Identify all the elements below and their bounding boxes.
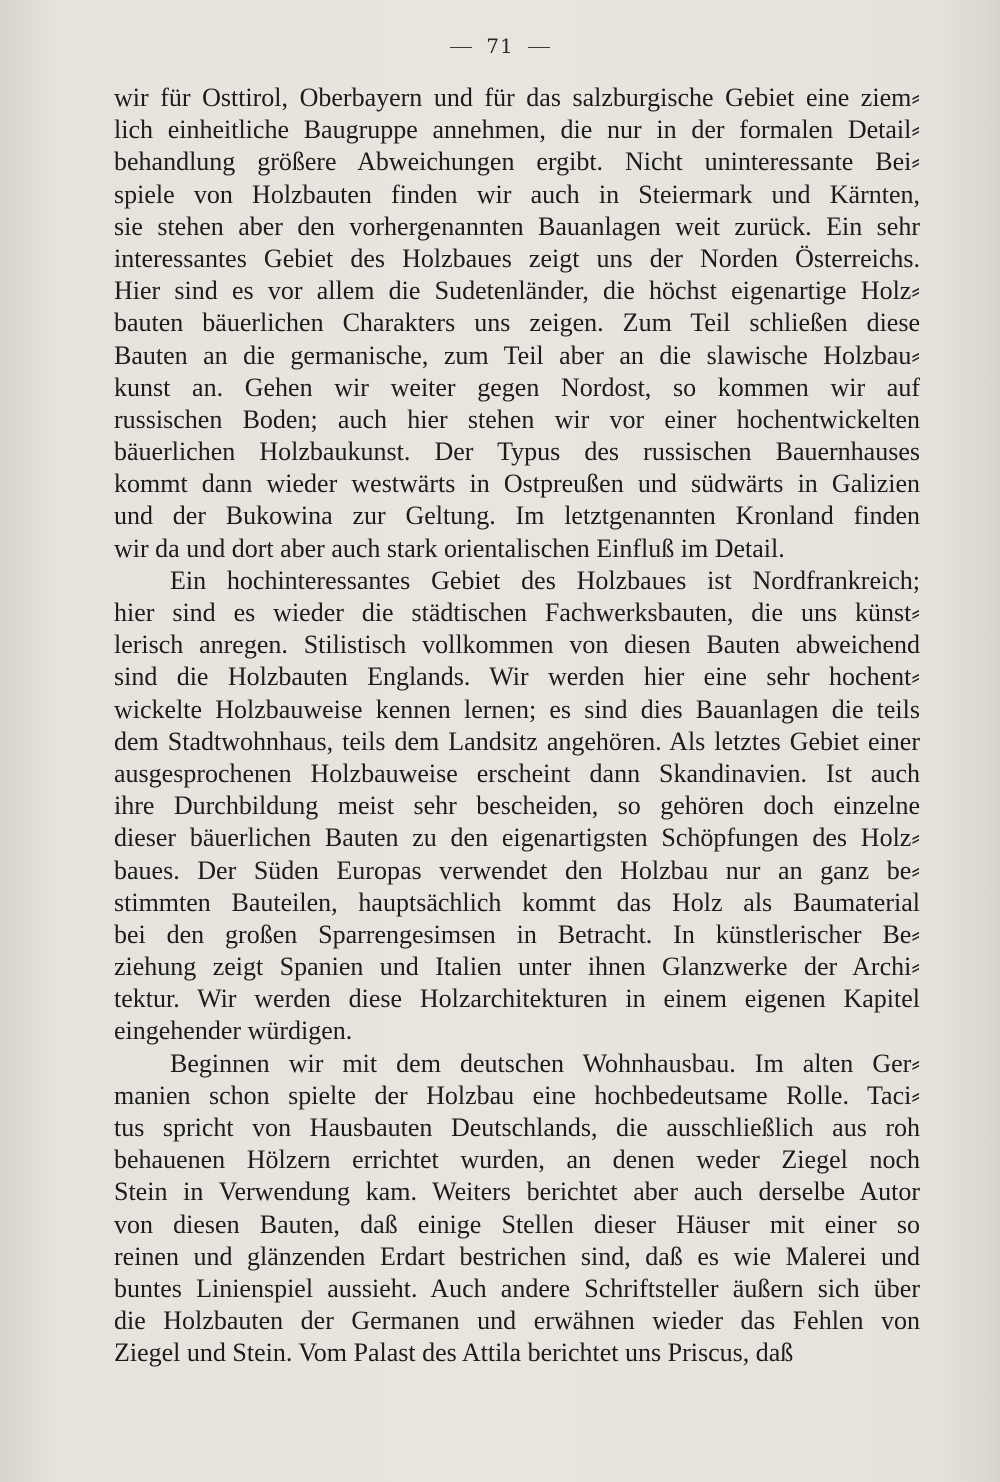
page-number: 71 [486, 34, 514, 58]
text-line: hier sind es wieder die städtischen Fachwerksbauten, die uns künst⸗ [114, 598, 920, 627]
text-line: bauten bäuerlichen Charakters uns zeigen. Zum Teil schließen diese [114, 308, 920, 338]
body-text [114, 82, 920, 1370]
text-line: dem Stadtwohnhaus, teils dem Landsitz angehören. Als letztes Gebiet einer [114, 726, 920, 756]
page-header [0, 34, 1000, 58]
text-line: behandlung größere Abweichungen ergibt. Nicht uninteressante Bei⸗ [114, 147, 920, 177]
text-line: wickelte Holzbauweise kennen lernen; es sind dies Bauanlagen die teils [114, 694, 920, 724]
text-line: bei den großen Sparrengesimsen in Betracht. In künstlerischer Be⸗ [114, 919, 920, 949]
text-line: manien schon spielte der Holzbau eine hochbedeutsame Rolle. Taci⸗ [114, 1080, 920, 1110]
text-line: spiele von Holzbauten finden wir auch in Steiermark und Kärnten, [114, 179, 920, 209]
text-line: tektur. Wir werden diese Holzarchitekturen in einem eigenen Kapitel [114, 984, 920, 1014]
text-line: ihre Durchbildung meist sehr bescheiden, so gehören doch einzelne [114, 791, 920, 821]
text-line: ausgesprochenen Holzbauweise erscheint dann Skandinavien. Ist auch [114, 758, 920, 788]
text-line: buntes Linienspiel aussieht. Auch andere Schriftsteller äußern sich über [114, 1273, 920, 1303]
paragraph [114, 565, 920, 1048]
text-line: lich einheitliche Baugruppe annehmen, die nur in der formalen Detail⸗ [114, 115, 920, 145]
text-line: interessantes Gebiet des Holzbaues zeigt uns der Norden Österreichs. [114, 243, 920, 273]
header-dash-right [528, 47, 550, 48]
text-line: von diesen Bauten, daß einige Stellen dieser Häuser mit einer so [114, 1209, 920, 1239]
text-line: wir für Osttirol, Oberbayern und für das salzburgische Gebiet eine ziem⸗ [114, 83, 920, 112]
text-line: Ein hochinteressantes Gebiet des Holzbaues ist Nordfrankreich; [170, 565, 920, 595]
text-line: tus spricht von Hausbauten Deutschlands, die ausschließlich aus roh [114, 1113, 920, 1142]
text-line: reinen und glänzenden Erdart bestrichen sind, daß es wie Malerei und [114, 1241, 920, 1271]
text-line: baues. Der Süden Europas verwendet den Holzbau nur an ganz be⸗ [114, 855, 920, 885]
text-line: sind die Holzbauten Englands. Wir werden hier eine sehr hochent⸗ [114, 662, 920, 692]
text-line: Bauten an die germanische, zum Teil aber an die slawische Holzbau⸗ [114, 340, 920, 370]
text-line: stimmten Bauteilen, hauptsächlich kommt das Holz als Baumaterial [114, 887, 920, 917]
text-line: ziehung zeigt Spanien und Italien unter ihnen Glanzwerke der Archi⸗ [114, 952, 920, 982]
text-line: kunst an. Gehen wir weiter gegen Nordost, so kommen wir auf [114, 372, 920, 402]
text-line: Beginnen wir mit dem deutschen Wohnhausbau. Im alten Ger⸗ [170, 1048, 920, 1078]
text-line: Hier sind es vor allem die Sudetenländer, die höchst eigenartige Holz⸗ [114, 276, 920, 306]
text-line: die Holzbauten der Germanen und erwähnen wieder das Fehlen von [114, 1306, 920, 1336]
text-line: kommt dann wieder westwärts in Ostpreußen und südwärts in Galizien [114, 469, 920, 499]
text-line: lerisch anregen. Stilistisch vollkommen von diesen Bauten abweichend [114, 630, 920, 660]
text-line: sie stehen aber den vorhergenannten Bauanlagen weit zurück. Ein sehr [114, 211, 920, 241]
text-line: Stein in Verwendung kam. Weiters berichtet aber auch derselbe Autor [114, 1177, 920, 1207]
text-line: wir da und dort aber auch stark orientalischen Einfluß im Detail. [114, 533, 785, 563]
text-line: russischen Boden; auch hier stehen wir vor einer hochentwickelten [114, 404, 920, 434]
text-line: dieser bäuerlichen Bauten zu den eigenartigsten Schöpfungen des Holz⸗ [114, 823, 920, 853]
text-line: behauenen Hölzern errichtet wurden, an denen weder Ziegel noch [114, 1145, 920, 1175]
paragraph [114, 1048, 920, 1370]
text-line: bäuerlichen Holzbaukunst. Der Typus des russischen Bauernhauses [114, 437, 920, 467]
text-line: Ziegel und Stein. Vom Palast des Attila berichtet uns Priscus, daß [114, 1338, 794, 1368]
header-dash-left [450, 47, 472, 48]
text-line: eingehender würdigen. [114, 1016, 353, 1046]
text-line: und der Bukowina zur Geltung. Im letztgenannten Kronland finden [114, 501, 920, 531]
paragraph [114, 82, 920, 565]
